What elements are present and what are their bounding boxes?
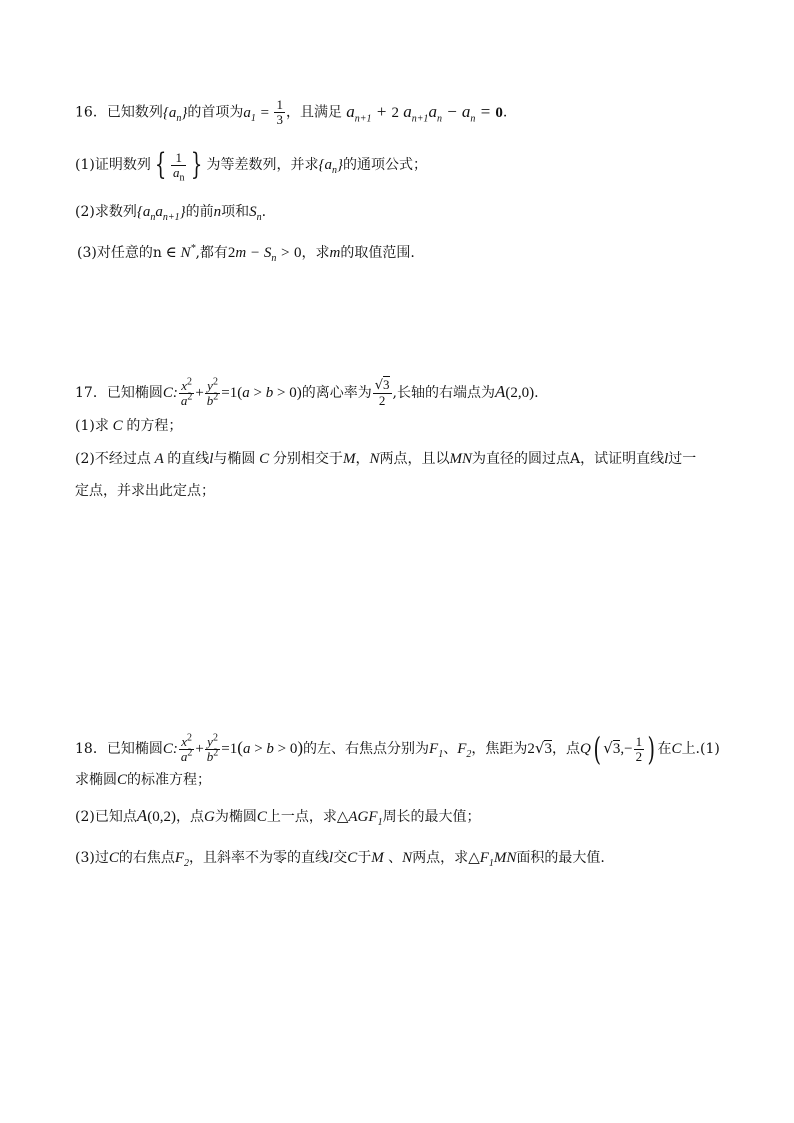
text: 17．已知椭圆 bbox=[75, 385, 163, 401]
text: 与椭圆 bbox=[213, 451, 256, 467]
text: 的取值范围. bbox=[340, 245, 415, 261]
text: 的首项为 bbox=[187, 104, 244, 121]
text: 于 bbox=[357, 850, 372, 866]
fraction-one-half: $\frac{1}{2}$ bbox=[635, 733, 643, 764]
text: ,长轴的右端点为 bbox=[392, 385, 495, 401]
math-f2: $F_2$ bbox=[457, 741, 472, 760]
math-2sqrt3: 2√3 bbox=[527, 739, 552, 757]
text: 为等差数列，并求 bbox=[206, 157, 319, 173]
text: 两点，求 bbox=[412, 850, 469, 866]
text: 过一 bbox=[668, 451, 697, 467]
math-c: C bbox=[256, 809, 267, 825]
problem-18-part-3 bbox=[75, 848, 605, 868]
math-c: C bbox=[117, 772, 128, 788]
problem-16-stem bbox=[75, 98, 507, 127]
text: ，且满足 bbox=[285, 104, 342, 121]
math-first-term: $a_1$ = bbox=[243, 104, 274, 124]
text: 为直径的圆过点A，试证明直线 bbox=[471, 451, 665, 467]
problem-17-stem bbox=[75, 378, 539, 408]
text: ，焦距为 bbox=[471, 741, 528, 757]
text: 两点，且以 bbox=[379, 451, 450, 467]
math-n: N bbox=[402, 850, 413, 866]
text: 的标准方程； bbox=[127, 772, 212, 788]
math-f2: $F_2$ bbox=[174, 850, 190, 869]
text: ，点 bbox=[175, 809, 204, 825]
math-recurrence: $a_{n+1} + 2$ $a_{n+1}a_n - a_n = 0$ bbox=[341, 101, 503, 124]
text: 为椭圆 bbox=[214, 809, 257, 825]
text: (1)证明数列 bbox=[75, 157, 151, 173]
math-triangle-agf1: $\triangle AGF_1$ bbox=[336, 809, 383, 828]
math-product-sequence: $\{a_na_{n+1}\}$ bbox=[136, 204, 186, 223]
text: . bbox=[534, 385, 539, 401]
fraction-x2-a2: $\frac{x^2}{a^2}$ bbox=[180, 376, 193, 408]
text: 16．已知数列 bbox=[75, 104, 163, 121]
math-eq-one: =1(a > b > 0) bbox=[221, 385, 302, 401]
text: ,都有 bbox=[195, 245, 228, 261]
text: 定点，并求出此定点； bbox=[75, 483, 215, 499]
text: 项和 bbox=[221, 204, 250, 220]
text: 上.(1) bbox=[681, 741, 720, 757]
math-inequality: $2m - S_n > 0$ bbox=[227, 245, 302, 264]
text: 面积的最大值. bbox=[516, 850, 605, 866]
math-triangle-f1mn: $\triangle F_1MN$ bbox=[468, 850, 517, 869]
math-c: C bbox=[671, 741, 682, 757]
text: 的左、右焦点分别为 bbox=[303, 741, 430, 757]
math-q: Q bbox=[579, 741, 591, 757]
problem-16-part-3 bbox=[77, 243, 415, 263]
problem-17-part-1 bbox=[75, 416, 182, 436]
math-m: m bbox=[329, 245, 341, 261]
text: (2)求数列 bbox=[75, 204, 137, 220]
text: 的方程； bbox=[126, 418, 183, 434]
text: 的直线 bbox=[167, 451, 210, 467]
math-sequence: $\{a_n\}$ bbox=[318, 157, 344, 176]
text: 的离心率为 bbox=[301, 385, 372, 401]
text: 的通项公式； bbox=[343, 157, 428, 173]
math-point-a: A(0,2) bbox=[136, 806, 176, 825]
text: 求椭圆 bbox=[75, 772, 117, 788]
text: 、 bbox=[443, 741, 458, 757]
text: . bbox=[502, 104, 508, 121]
problem-17-part-2 bbox=[75, 449, 696, 469]
text: 的右焦点 bbox=[118, 850, 175, 866]
math-a: A bbox=[150, 451, 168, 467]
text: 上一点，求 bbox=[266, 809, 337, 825]
problem-16-part-2 bbox=[75, 202, 266, 222]
text: ，求 bbox=[301, 245, 330, 261]
math-plus: + bbox=[195, 385, 204, 401]
math-l: l bbox=[664, 451, 669, 467]
math-c-colon: C: bbox=[162, 741, 178, 757]
math-paren-left: ( bbox=[593, 730, 601, 768]
math-eq-one: =1(a > b > 0) bbox=[221, 738, 304, 757]
problem-18-stem-cont bbox=[75, 770, 211, 790]
math-q-coords: √3,− bbox=[603, 739, 633, 757]
text: 交 bbox=[333, 850, 348, 866]
text: 、 bbox=[383, 850, 403, 866]
fraction-sqrt3-over-2: $\frac{√3}{2}$ bbox=[374, 377, 390, 408]
math-c: C bbox=[255, 451, 273, 467]
math-n: n bbox=[213, 204, 222, 220]
math-c: C bbox=[347, 850, 358, 866]
math-l: l bbox=[329, 850, 334, 866]
math-brace-left: { bbox=[154, 147, 167, 182]
math-f1: $F_1$ bbox=[429, 741, 444, 760]
math-paren-right: ) bbox=[647, 730, 656, 768]
math-c: C bbox=[108, 418, 127, 434]
math-brace-right: } bbox=[191, 147, 203, 182]
math-plus: + bbox=[195, 741, 204, 757]
text: 周长的最大值； bbox=[382, 809, 481, 825]
text: (3)过 bbox=[75, 850, 109, 866]
math-sn: $S_n$ bbox=[249, 204, 262, 223]
text: (2)已知点 bbox=[75, 809, 137, 825]
math-mn: MN bbox=[449, 451, 472, 467]
fraction-x2-a2: $\frac{x^2}{a^2}$ bbox=[180, 732, 193, 764]
fraction-y2-b2: $\frac{y^2}{b^2}$ bbox=[206, 732, 219, 764]
math-m: M bbox=[342, 451, 356, 467]
text: (2)不经过点 bbox=[75, 451, 151, 467]
math-in-n-star: ∈ N* bbox=[161, 243, 196, 261]
math-c-colon: C: bbox=[162, 385, 178, 401]
text: 18．已知椭圆 bbox=[75, 741, 163, 757]
text: (3)对任意的n bbox=[77, 245, 162, 261]
math-m: M bbox=[371, 850, 384, 866]
text: ， bbox=[355, 451, 370, 467]
math-n: N bbox=[369, 451, 380, 467]
fraction-one-third: $\frac{1}{3}$ bbox=[276, 97, 283, 127]
math-c: C bbox=[108, 850, 119, 866]
problem-18-part-2 bbox=[75, 806, 481, 827]
problem-18-stem bbox=[75, 730, 720, 768]
text: . bbox=[261, 204, 267, 220]
text: (1)求 bbox=[75, 418, 109, 434]
math-point-a: A(2,0) bbox=[494, 382, 535, 401]
text: ，点 bbox=[551, 741, 580, 757]
fraction-one-over-an: $\frac{1}{a_n}$ bbox=[172, 149, 185, 184]
text: 的前 bbox=[185, 204, 214, 220]
text: 在 bbox=[657, 741, 672, 757]
problem-16-part-1 bbox=[75, 147, 428, 184]
math-g: G bbox=[203, 809, 215, 825]
math-sequence: $\{a_n\}$ bbox=[162, 104, 188, 124]
math-l: l bbox=[209, 451, 214, 467]
problem-17-part-2-cont bbox=[75, 481, 215, 501]
text: 分别相交于 bbox=[272, 451, 343, 467]
fraction-y2-b2: $\frac{y^2}{b^2}$ bbox=[206, 376, 219, 408]
text: ，且斜率不为零的直线 bbox=[189, 850, 330, 866]
